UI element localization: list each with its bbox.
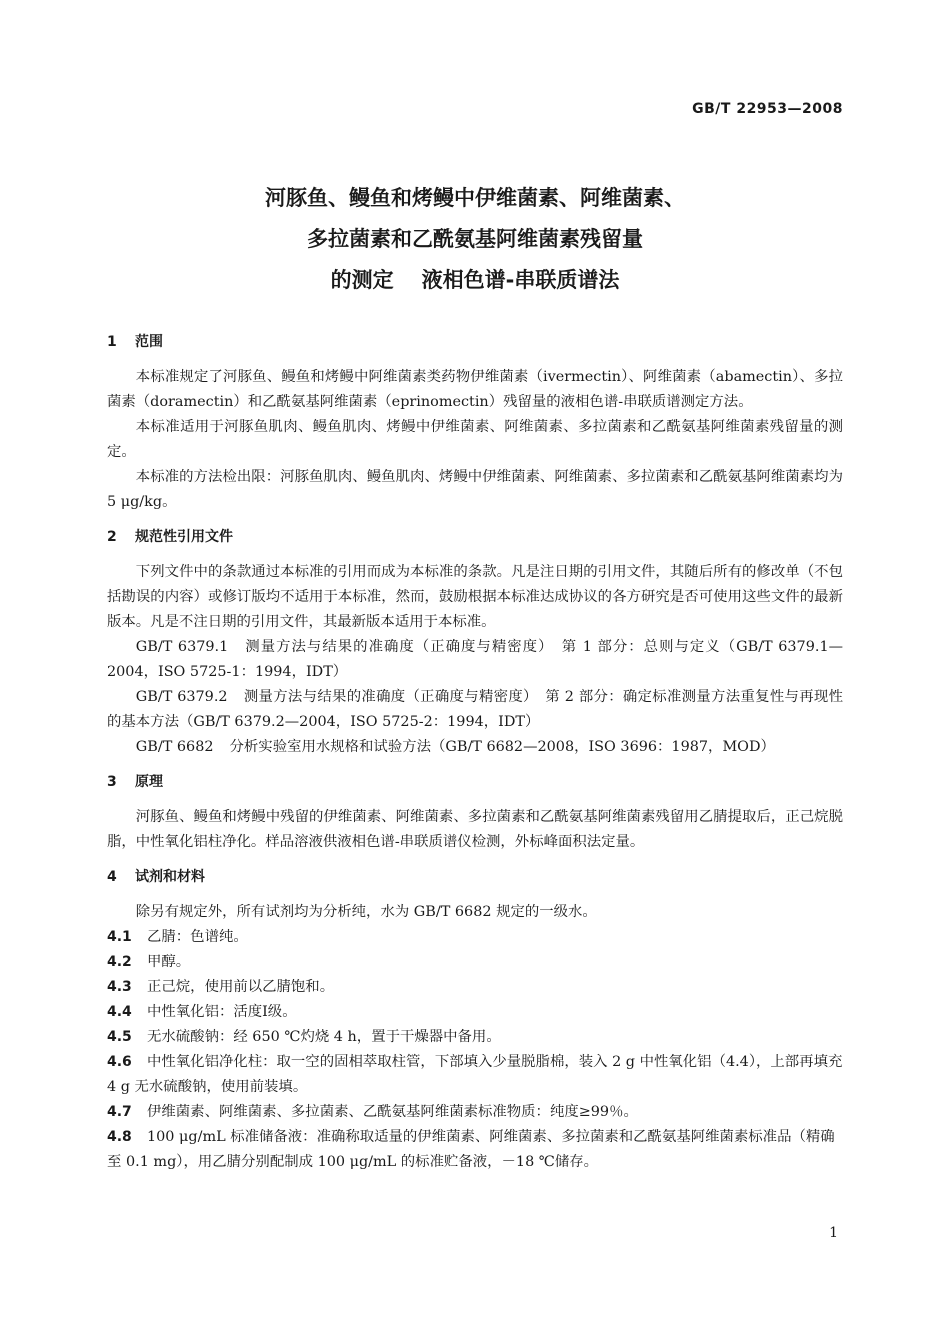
document-body <box>107 330 843 1175</box>
title-line-3b: 液相色谱-串联质谱法 <box>421 268 620 292</box>
scope-paragraph-1: 本标准规定了河豚鱼、鳗鱼和烤鳗中阿维菌素类药物伊维菌素（ivermectin）、阿维菌素（abamectin）、多拉菌素（doramectin）和乙酰氨基阿维菌素（eprinomectin）残留量的液相色谱-串联质谱测定方法。 <box>107 369 843 410</box>
title-line-1: 河豚鱼、鳗鱼和烤鳗中伊维菌素、阿维菌素、 <box>265 186 685 210</box>
reagent-item: 4.4 中性氧化铝：活度Ⅰ级。 <box>107 1004 297 1020</box>
title-line-2: 多拉菌素和乙酰氨基阿维菌素残留量 <box>307 227 643 251</box>
reagent-item: 4.7 伊维菌素、阿维菌素、多拉菌素、乙酰氨基阿维菌素标准物质：纯度≥99％。 <box>107 1104 638 1120</box>
page-number: 1 <box>829 1225 838 1241</box>
section-heading-principle: 3 原理 <box>107 774 163 790</box>
section-heading-scope: 1 范围 <box>107 334 163 350</box>
reagent-item: 4.1 乙腈：色谱纯。 <box>107 929 248 945</box>
reference-item: GB/T 6379.2 测量方法与结果的准确度（正确度与精密度） 第 2 部分：确定标准测量方法重复性与再现性的基本方法（GB/T 6379.2—2004，ISO 5725-2：1994，IDT） <box>107 689 843 730</box>
reagent-item: 4.5 无水硫酸钠：经 650 ℃灼烧 4 h，置于干燥器中备用。 <box>107 1029 501 1045</box>
reference-item: GB/T 6379.1 测量方法与结果的准确度（正确度与精密度） 第 1 部分：总则与定义（GB/T 6379.1—2004，ISO 5725-1：1994，IDT） <box>107 639 843 680</box>
scope-paragraph-3: 本标准的方法检出限：河豚鱼肌肉、鳗鱼肌肉、烤鳗中伊维菌素、阿维菌素、多拉菌素和乙酰氨基阿维菌素均为 5 μg/kg。 <box>107 469 843 510</box>
references-intro: 下列文件中的条款通过本标准的引用而成为本标准的条款。凡是注日期的引用文件，其随后所有的修改单（不包括勘误的内容）或修订版均不适用于本标准，然而，鼓励根据本标准达成协议的各方研究是否可使用这些文件的最新版本。凡是不注日期的引用文件，其最新版本适用于本标准。 <box>107 564 843 630</box>
title-line-3a: 的测定 <box>330 268 394 292</box>
reference-item: GB/T 6682 分析实验室用水规格和试验方法（GB/T 6682—2008，ISO 3696：1987，MOD） <box>135 739 775 755</box>
reagent-item: 4.6 中性氧化铝净化柱：取一空的固相萃取柱管，下部填入少量脱脂棉，装入 2 g 中性氧化铝（4.4），上部再填充 4 g 无水硫酸钠，使用前装填。 <box>107 1054 843 1095</box>
reagent-item: 4.2 甲醇。 <box>107 954 191 970</box>
reagent-item: 4.3 正己烷，使用前以乙腈饱和。 <box>107 979 335 995</box>
reagents-intro: 除另有规定外，所有试剂均为分析纯，水为 GB/T 6682 规定的一级水。 <box>135 904 597 920</box>
principle-paragraph: 河豚鱼、鳗鱼和烤鳗中残留的伊维菌素、阿维菌素、多拉菌素和乙酰氨基阿维菌素残留用乙腈提取后，正己烷脱脂，中性氧化铝柱净化。样品溶液供液相色谱-串联质谱仪检测，外标峰面积法定量。 <box>107 809 843 850</box>
section-heading-references: 2 规范性引用文件 <box>107 529 233 545</box>
scope-paragraph-2: 本标准适用于河豚鱼肌肉、鳗鱼肌肉、烤鳗中伊维菌素、阿维菌素、多拉菌素和乙酰氨基阿维菌素残留量的测定。 <box>107 419 843 460</box>
title-line-3 <box>0 260 950 301</box>
standard-number: GB/T 22953—2008 <box>692 101 843 117</box>
section-heading-reagents: 4 试剂和材料 <box>107 869 205 885</box>
document-title <box>0 178 950 301</box>
reagent-item: 4.8 100 μg/mL 标准储备液：准确称取适量的伊维菌素、阿维菌素、多拉菌素和乙酰氨基阿维菌素标准品（精确至 0.1 mg），用乙腈分别配制成 100 μg/mL 的标准贮备液，－18 ℃储存。 <box>107 1129 835 1170</box>
